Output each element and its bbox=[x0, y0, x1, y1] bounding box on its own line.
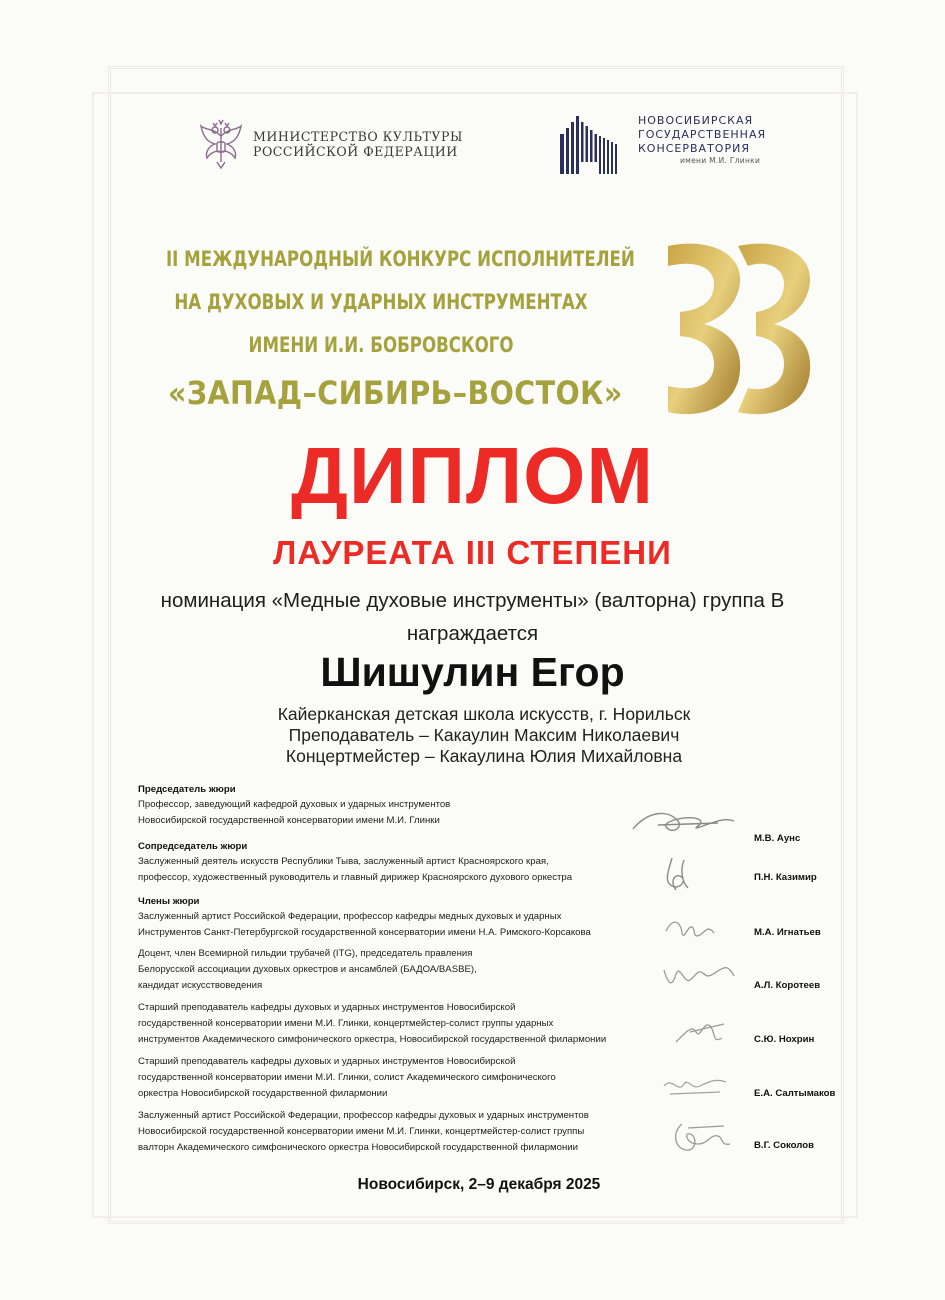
conservatory-line-1: НОВОСИБИРСКАЯ bbox=[638, 114, 754, 127]
jury-member-name: С.Ю. Нохрин bbox=[754, 1034, 815, 1045]
jury-entry bbox=[138, 909, 838, 946]
ministry-name: МИНИСТЕРСТВО КУЛЬТУРЫ РОССИЙСКОЙ ФЕДЕРАЦИИ bbox=[253, 129, 463, 159]
signature-image bbox=[658, 954, 738, 994]
jury-member-name: П.Н. Казимир bbox=[754, 872, 817, 883]
signature-image bbox=[658, 852, 708, 898]
jury-description: Заслуженный деятель искусств Республики Тыва, заслуженный артист Красноярского края, профессор, художественный руководитель и главный дирижер Красноярского духового оркестра bbox=[138, 856, 573, 883]
conservatory-logo bbox=[560, 114, 766, 176]
competition-title-line: II МЕЖДУНАРОДНЫЙ КОНКУРС ИСПОЛНИТЕЛЕЙ bbox=[166, 247, 635, 272]
organ-pipes-icon bbox=[560, 114, 628, 176]
jury-description: Заслуженный артист Российской Федерации, профессор кафедры медных духовых и ударных Инструментов Санкт-Петербургской государственной консерватории имени Н.А. Римского-Корсакова bbox=[138, 911, 591, 938]
signature-image bbox=[628, 801, 738, 841]
conservatory-line-3: КОНСЕРВАТОРИЯ bbox=[638, 142, 750, 155]
recipient-details bbox=[0, 704, 945, 767]
jury-entry bbox=[138, 854, 838, 896]
jury-description: Профессор, заведующий кафедрой духовых и ударных инструментов Новосибирской государственной консерватории имени М.И. Глинки bbox=[138, 799, 451, 826]
nomination: номинация «Медные духовые инструменты» (валторна) группа В bbox=[160, 589, 785, 612]
recipient-name: Шишулин Егор bbox=[320, 649, 625, 695]
jury-entry bbox=[138, 1000, 838, 1054]
jury-member-name: М.В. Аунс bbox=[754, 833, 801, 844]
conservatory-line-2: ГОСУДАРСТВЕННАЯ bbox=[638, 128, 767, 141]
competition-name: «ЗАПАД–СИБИРЬ–ВОСТОК» bbox=[168, 374, 623, 412]
awarded-label: награждается bbox=[406, 622, 539, 645]
jury-chair-heading: Председатель жюри bbox=[138, 784, 236, 795]
jury-cochair-heading: Сопредседатель жюри bbox=[138, 841, 248, 852]
diploma-title: ДИПЛОМ bbox=[291, 431, 654, 520]
jury-description: Старший преподаватель кафедры духовых и ударных инструментов Новосибирской государственной консерватории имени М.И. Глинки, концертмейстер-солист группы ударных инструментов Академического симфонического оркестра, Новосибирской государственной филармонии bbox=[138, 1002, 607, 1045]
signature-image bbox=[668, 1114, 738, 1158]
jury-list bbox=[138, 784, 838, 1162]
jury-member-name: М.А. Игнатьев bbox=[754, 927, 821, 938]
ministry-logo bbox=[197, 118, 463, 170]
jury-description: Доцент, член Всемирной гильдии трубачей (ITG), председатель правления Белорусской ассоциации духовых оркестров и ансамблей (БАДОА/BASBE), кандидат искусствоведения bbox=[138, 948, 477, 991]
double-headed-eagle-icon bbox=[197, 118, 245, 170]
jury-members-heading: Члены жюри bbox=[138, 896, 200, 907]
jury-entry bbox=[138, 1054, 838, 1108]
jury-member-name: А.Л. Коротеев bbox=[754, 980, 821, 991]
signature-image bbox=[662, 911, 722, 945]
signature-image bbox=[660, 1068, 730, 1102]
jury-entry bbox=[138, 1108, 838, 1162]
jury-entry bbox=[138, 797, 838, 844]
competition-logo-zsv bbox=[664, 240, 814, 420]
accompanist-line: Концертмейстер – Какаулина Юлия Михайловна bbox=[285, 746, 683, 766]
conservatory-subtitle: имени М.И. Глинки bbox=[680, 156, 761, 165]
jury-member-name: В.Г. Соколов bbox=[754, 1140, 814, 1151]
city-and-date: Новосибирск, 2–9 декабря 2025 bbox=[357, 1176, 601, 1193]
jury-description: Старший преподаватель кафедры духовых и ударных инструментов Новосибирской государственной консерватории имени М.И. Глинки, солист Академического симфонического оркестра Новосибирской государственной филармонии bbox=[138, 1056, 556, 1099]
competition-title bbox=[166, 238, 635, 367]
competition-title-line: ИМЕНИ И.И. БОБРОВСКОГО bbox=[248, 333, 514, 358]
jury-entry bbox=[138, 946, 838, 1000]
signature-image bbox=[670, 1014, 730, 1050]
jury-description: Заслуженный артист Российской Федерации, профессор кафедры духовых и ударных инструментов Новосибирской государственной консерватории имени М.И. Глинки, концертмейстер-солист группы валторн Академического симфонического оркестра Новосибирской государственной филармонии bbox=[138, 1110, 589, 1153]
jury-member-name: Е.А. Салтымаков bbox=[754, 1088, 836, 1099]
teacher-line: Преподаватель – Какаулин Максим Николаевич bbox=[288, 725, 680, 745]
school-line: Кайерканская детская школа искусств, г. Норильск bbox=[277, 704, 691, 724]
laureate-degree: ЛАУРЕАТА III СТЕПЕНИ bbox=[273, 534, 672, 571]
competition-title-line: НА ДУХОВЫХ И УДАРНЫХ ИНСТРУМЕНТАХ bbox=[174, 290, 588, 315]
